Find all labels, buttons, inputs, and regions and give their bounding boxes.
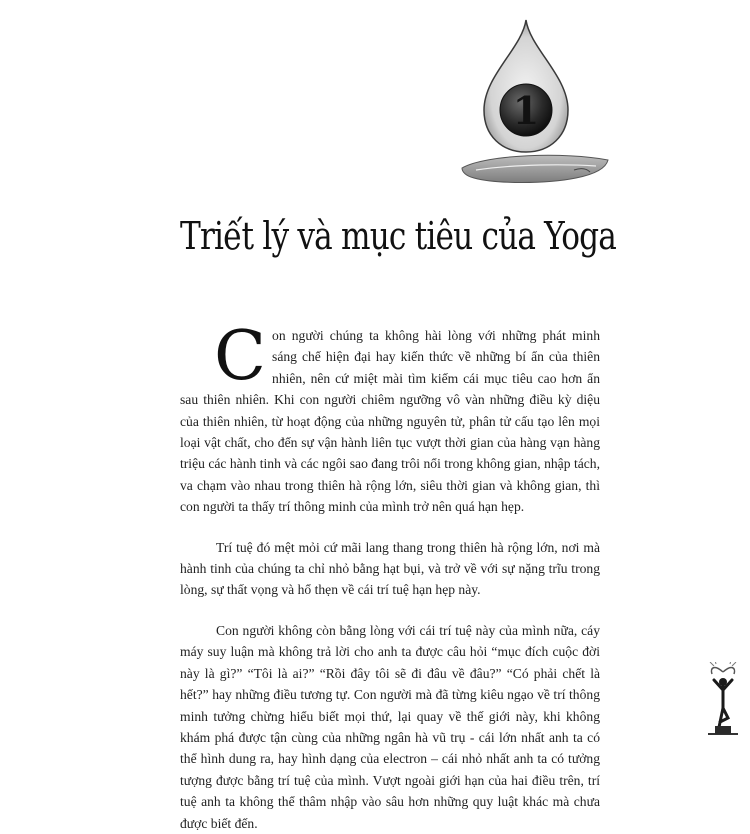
paragraph-2: Trí tuệ đó mệt mỏi cứ mãi lang thang trong thiên hà rộng lớn, nơi mà hành tinh của chúng ta chỉ nhỏ bằng hạt bụi, và trở về với sự nặng trĩu trong lòng, sự thất vọng và hổ thẹn về cái trí tuệ hạn hẹp này.	[180, 539, 600, 598]
chapter-title: Triết lý và mục tiêu của Yoga	[180, 214, 617, 258]
paragraph-3: Con người không còn bằng lòng với cái trí tuệ này của mình nữa, cáy máy suy luận mà không trả lời cho anh ta được câu hỏi “mục đích cuộc đời này là gì?” “Tôi là ai?” “Rồi đây tôi sẽ đi đâu về đâu?” “Có phải chết là hết?” hay những điều tương tự. Con người mà đã từng kiêu ngạo về trí thông minh tưởng chừng hiểu biết mọi thứ, lại quay về thế giới này, khi không khám phá được tận cùng của những ngân hà vũ trụ - cái lớn nhất anh ta có thể hình dung ra, hay hình dạng của electron – cái nhỏ nhất anh ta có tưởng tượng được bằng trí tuệ của mình. Vượt ngoài giới hạn của hai điều trên, trí tuệ anh ta không thể thâm nhập vào sâu hơn những quy luật khác mà chưa được biết đến.	[180, 622, 600, 831]
chapter-body	[180, 317, 600, 834]
paragraph-1	[180, 317, 600, 518]
chapter-emblem-icon	[456, 18, 616, 198]
chapter-number: 1	[512, 88, 540, 133]
yoga-tree-pose-icon	[706, 662, 740, 736]
paragraph-1-text: on người chúng ta không hài lòng với những phát minh sáng chế hiện đại hay kiến thức về những bí ẩn của thiên nhiên, nên cứ miệt mài tìm kiếm cái mục tiêu cao hơn ẩn sau thiên nhiên. Khi con người chiêm ngưỡng vô vàn những điều kỳ diệu của thiên nhiên, từ hoạt động của những nguyên tử, phân tử cấu tạo lên mọi loại vật chất, cho đến sự vận hành liên tục vượt thời gian của hàng vạn hàng triệu các hành tinh và các ngôi sao đang trôi nổi trong không gian, nhập tách, va chạm vào nhau trong thiên hà rộng lớn, siêu thời gian và không gian, thì con người ta thấy trí thông minh của mình trở nên quá hạn hẹp.	[180, 328, 600, 515]
drop-cap: C	[214, 317, 267, 396]
